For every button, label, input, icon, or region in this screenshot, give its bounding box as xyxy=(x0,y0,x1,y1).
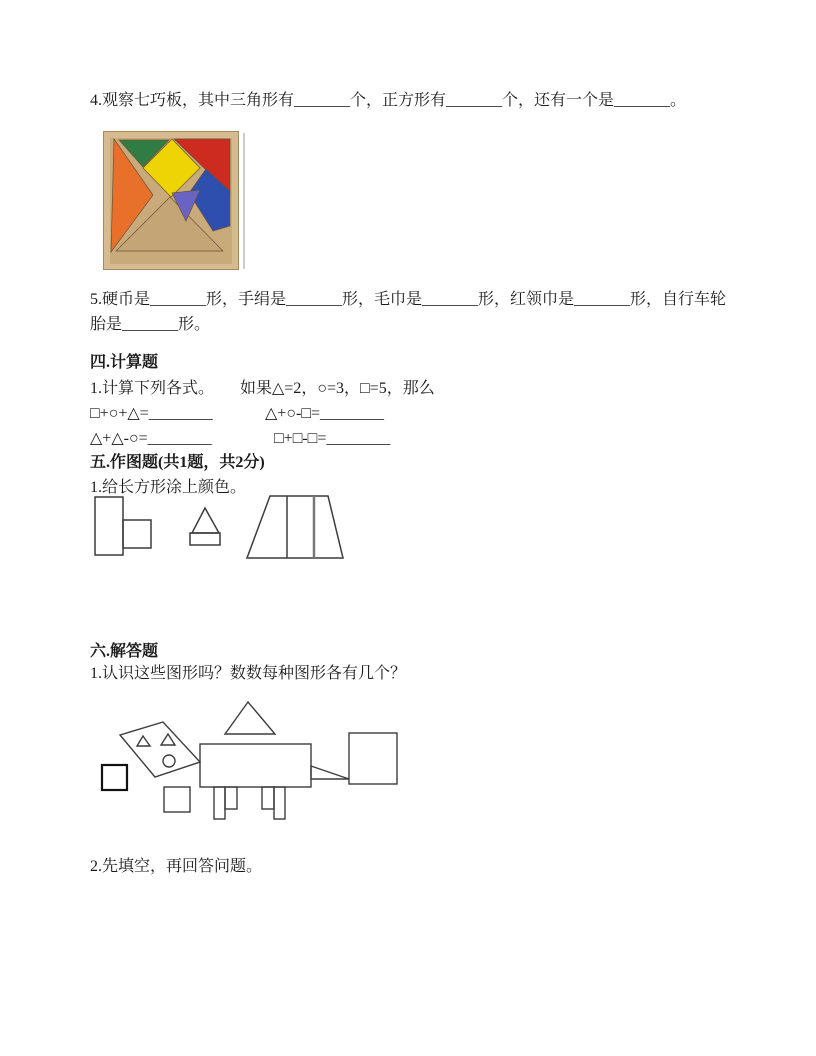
ear-triangle xyxy=(225,702,275,734)
section-6-title: 六.解答题 xyxy=(90,643,159,660)
shapes-figure xyxy=(90,494,350,564)
draw-q1-text: 1.给长方形涂上颜色。 xyxy=(90,479,247,496)
tangram-photo xyxy=(103,131,245,271)
leg-2 xyxy=(225,787,237,809)
shapes-svg xyxy=(90,494,350,564)
equation-row-2 xyxy=(90,426,740,451)
leg-1 xyxy=(214,787,225,819)
leg-3 xyxy=(262,787,274,809)
calc-q1-row xyxy=(90,376,740,401)
front-small-square xyxy=(164,787,190,812)
equation-4: □+□-□=________ xyxy=(274,430,391,447)
equation-2: △+○-□=________ xyxy=(265,405,385,422)
section-4-title: 四.计算题 xyxy=(90,354,159,371)
roof-base-rectangle xyxy=(190,533,220,545)
attached-square xyxy=(123,520,151,548)
question-5-text: 5.硬币是_______形，手绢是_______形，毛巾是_______形，红领巾是_______形，自行车轮胎是_______形。 xyxy=(90,291,727,333)
nose-circle xyxy=(163,755,175,767)
answer-q2-text: 2.先填空，再回答问题。 xyxy=(90,858,263,875)
tall-rectangle xyxy=(95,497,123,555)
answer-q1-text: 1.认识这些图形吗？数数每种图形各有几个？ xyxy=(90,665,407,682)
calc-q1-condition: 如果△=2，○=3，□=5，那么 xyxy=(240,380,435,397)
trapezoid xyxy=(247,496,343,558)
body-rectangle xyxy=(200,744,311,787)
equation-1: □+○+△=________ xyxy=(90,405,213,422)
tail-square xyxy=(349,733,397,784)
leg-4 xyxy=(274,787,285,819)
tangram-svg xyxy=(103,131,245,271)
eye-triangle-right xyxy=(161,734,175,745)
question-4-text: 4.观察七巧板，其中三角形有_______个，正方形有_______个，还有一个是_______。 xyxy=(90,92,687,109)
eye-triangle-left xyxy=(137,736,150,746)
equation-3: △+△-○=________ xyxy=(90,430,212,447)
roof-triangle xyxy=(192,508,219,533)
calc-q1-intro: 1.计算下列各式。 xyxy=(90,380,215,397)
shape-animal-figure xyxy=(95,695,405,825)
shape-animal-svg xyxy=(95,695,405,825)
equation-row-1 xyxy=(90,401,740,426)
section-5-title: 五.作图题(共1题，共2分) xyxy=(90,454,265,471)
left-square xyxy=(102,765,127,790)
head-parallelogram xyxy=(120,722,200,777)
tail-triangle xyxy=(311,766,349,779)
